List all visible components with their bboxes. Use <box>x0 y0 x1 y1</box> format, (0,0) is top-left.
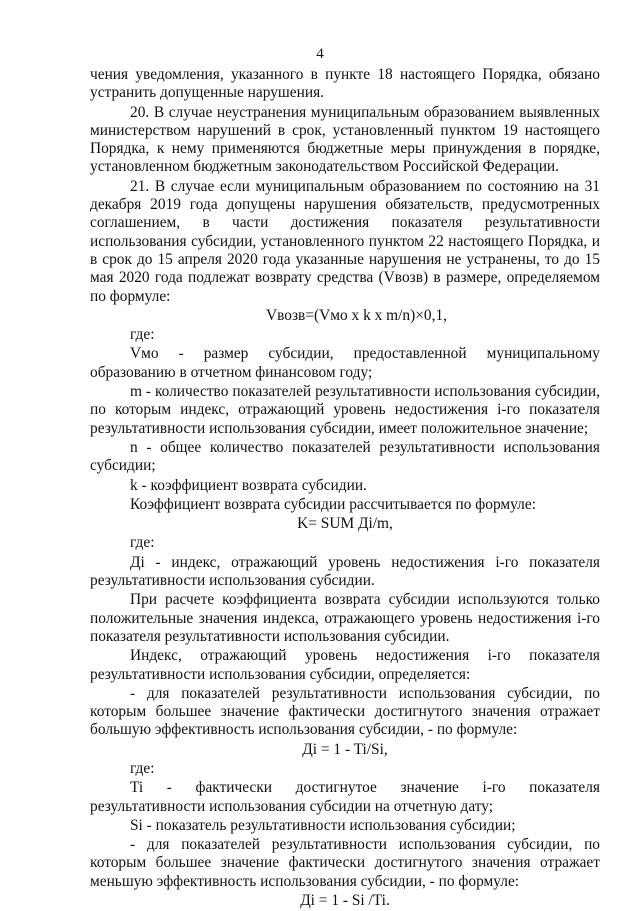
paragraph-continuation: чения уведомления, указанного в пункте 18 настоящего Порядка, обязано устранить допущенные нарушения. <box>90 66 600 102</box>
formula-vvozv: Vвозв=(Vмо x k x m/n)×0,1, <box>266 306 447 324</box>
definition-ti: Ti - фактически достигнутое значение i-го показателя результативности использования субсидии на отчетную дату; <box>90 779 600 815</box>
formula-di-2: Дi = 1 - Si /Ti. <box>300 892 390 910</box>
paragraph-21: 21. В случае если муниципальным образованием по состоянию на 31 декабря 2019 года допущены нарушения обязательств, предусмотренных соглашением, в части достижения показателя результативности использования субсидии, установленного пунктом 22 настоящего Порядка, и в срок до 15 апреля 2020 года указанные нарушения не устранены, то до 15 мая 2020 года подлежат возврату средства (Vвозв) в размере, определяемом по формуле: <box>90 177 600 305</box>
page-number: 4 <box>316 46 324 62</box>
paragraph-index-definition: Индекс, отражающий уровень недостижения i-го показателя результативности использования субсидии, определяется: <box>90 647 600 683</box>
paragraph-greater-effectiveness: - для показателей результативности использования субсидии, по которым большее значение фактически достигнутого значения отражает большую эффективность использования субсидии, - по формуле: <box>90 684 600 739</box>
where-label: где: <box>130 759 155 777</box>
paragraph-positive-values: При расчете коэффициента возврата субсидии используются только положительные значения индекса, отражающего уровень недостижения i-го показателя результативности использования субсидии. <box>90 591 600 645</box>
definition-k: k - коэффициент возврата субсидии. <box>130 476 367 494</box>
paragraph-lesser-effectiveness: - для показателей результативности использования субсидии, по которым большее значение фактически достигнутого значения отражает меньшую эффективность использования субсидии, - по формуле: <box>90 836 600 890</box>
definition-n: n - общее количество показателей результативности использования субсидии; <box>90 438 600 475</box>
definition-si: Si - показатель результативности использования субсидии; <box>130 816 516 834</box>
where-label: где: <box>130 326 155 344</box>
formula-k: K= SUM Дi/m, <box>297 515 393 533</box>
definition-m: m - количество показателей результативности использования субсидии, по которым индекс, отражающий уровень недостижения i-го показателя результативности использования субсидии, имеет положительное значение; <box>90 383 600 437</box>
definition-vmo: Vмо - размер субсидии, предоставленной муниципальному образованию в отчетном финансовом году; <box>90 345 600 381</box>
definition-di: Дi - индекс, отражающий уровень недостижения i-го показателя результативности использования субсидии. <box>90 553 600 590</box>
formula-di-1: Дi = 1 - Ti/Si, <box>302 740 388 758</box>
paragraph-20: 20. В случае неустранения муниципальным образованием выявленных министерством нарушений в срок, установленный пунктом 19 настоящего Порядка, к нему применяются бюджетные меры принуждения в порядке, установленном бюджетным законодательством Российской Федерации. <box>90 103 600 176</box>
document-body <box>90 66 600 911</box>
coefficient-intro: Коэффициент возврата субсидии рассчитывается по формуле: <box>130 495 536 513</box>
where-label: где: <box>130 534 155 552</box>
